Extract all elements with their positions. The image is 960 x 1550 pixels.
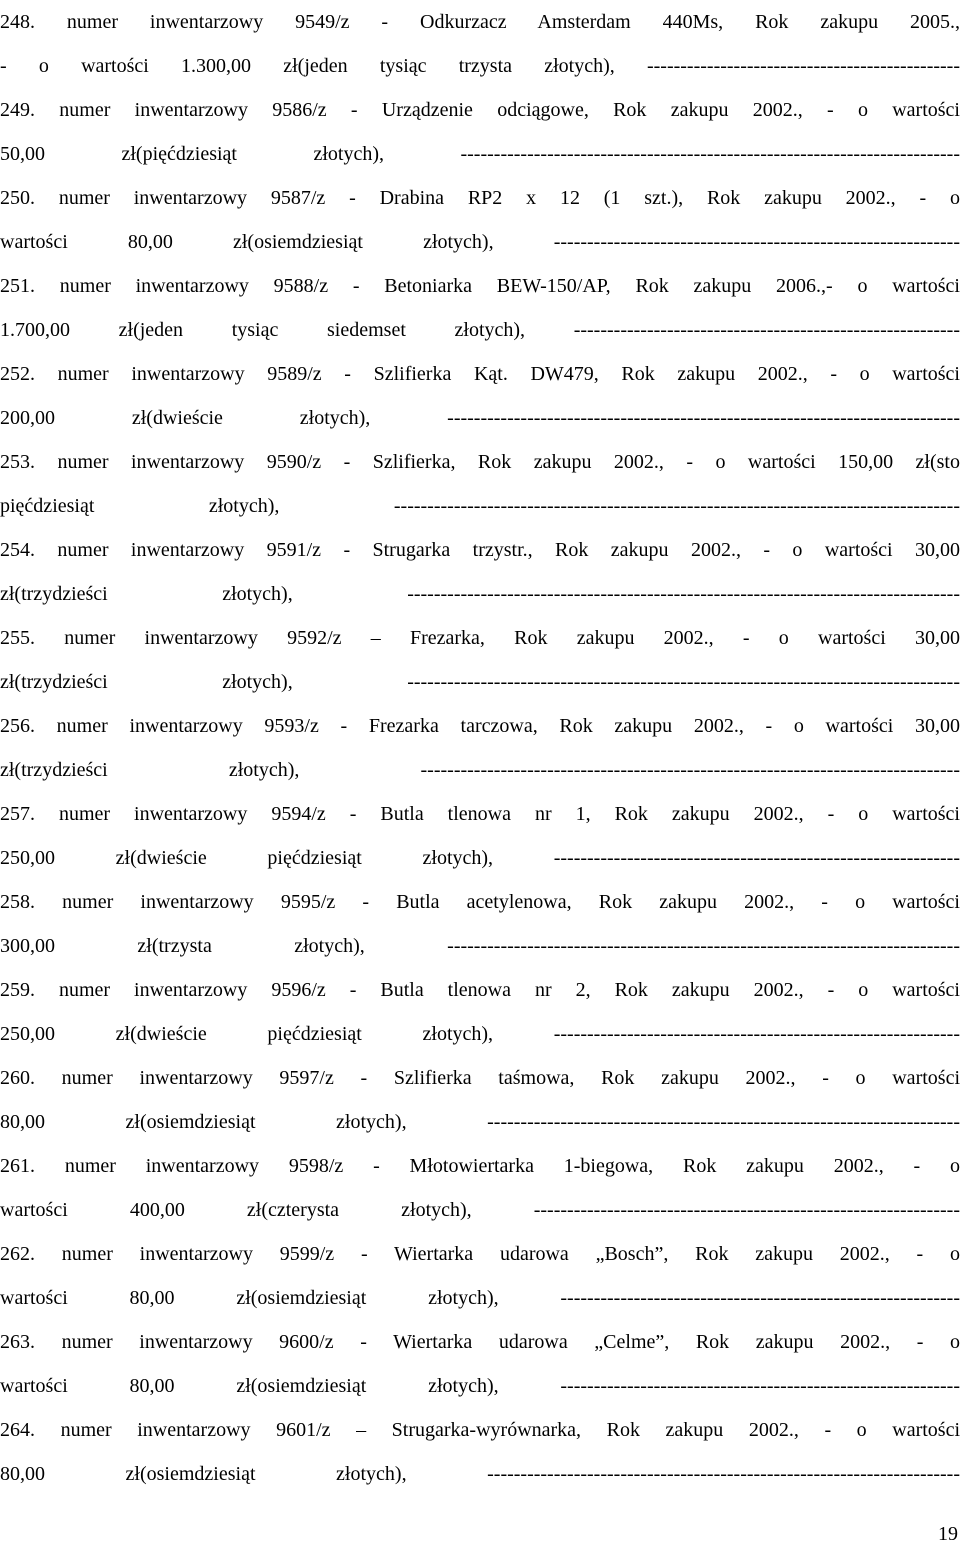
entry-line: 254. numer inwentarzowy 9591/z - Strugarka trzystr., Rok zakupu 2002., - o wartości 30,00: [0, 539, 960, 561]
entry-line: 80,00 zł(osiemdziesiąt złotych), -----------------------------------------------------------------------: [0, 1463, 960, 1485]
entry-line: 256. numer inwentarzowy 9593/z - Frezarka tarczowa, Rok zakupu 2002., - o wartości 30,00: [0, 715, 960, 737]
entry-line: 261. numer inwentarzowy 9598/z - Młotowiertarka 1-biegowa, Rok zakupu 2002., - o: [0, 1155, 960, 1177]
list-item: [0, 1320, 960, 1408]
entry-line: 259. numer inwentarzowy 9596/z - Butla tlenowa nr 2, Rok zakupu 2002., - o wartości: [0, 979, 960, 1001]
entry-line: pięćdziesiąt złotych), -------------------------------------------------------------------------------------: [0, 495, 960, 517]
list-item: [0, 1408, 960, 1496]
page-number: 19: [938, 1523, 958, 1545]
entry-line: zł(trzydzieści złotych), -----------------------------------------------------------------------------------: [0, 583, 960, 605]
entry-line: 248. numer inwentarzowy 9549/z - Odkurzacz Amsterdam 440Ms, Rok zakupu 2005.,: [0, 11, 960, 33]
list-item: [0, 616, 960, 704]
entry-line: - o wartości 1.300,00 zł(jeden tysiąc trzysta złotych), -----------------------------------------------: [0, 55, 960, 77]
entry-line: 255. numer inwentarzowy 9592/z – Frezarka, Rok zakupu 2002., - o wartości 30,00: [0, 627, 960, 649]
entry-line: 250,00 zł(dwieście pięćdziesiąt złotych), -------------------------------------------------------------: [0, 1023, 960, 1045]
entry-line: 250. numer inwentarzowy 9587/z - Drabina RP2 x 12 (1 szt.), Rok zakupu 2002., - o: [0, 187, 960, 209]
entry-line: zł(trzydzieści złotych), -----------------------------------------------------------------------------------: [0, 671, 960, 693]
list-item: [0, 176, 960, 264]
entry-line: 253. numer inwentarzowy 9590/z - Szlifierka, Rok zakupu 2002., - o wartości 150,00 zł(sto: [0, 451, 960, 473]
list-item: [0, 968, 960, 1056]
list-item: [0, 352, 960, 440]
list-item: [0, 792, 960, 880]
list-item: [0, 1144, 960, 1232]
entry-line: wartości 80,00 zł(osiemdziesiąt złotych), ------------------------------------------------------------: [0, 1375, 960, 1397]
entry-line: 249. numer inwentarzowy 9586/z - Urządzenie odciągowe, Rok zakupu 2002., - o wartości: [0, 99, 960, 121]
entry-line: 200,00 zł(dwieście złotych), -----------------------------------------------------------------------------: [0, 407, 960, 429]
entry-line: 264. numer inwentarzowy 9601/z – Strugarka-wyrównarka, Rok zakupu 2002., - o wartości: [0, 1419, 960, 1441]
entry-line: 263. numer inwentarzowy 9600/z - Wiertarka udarowa „Celme”, Rok zakupu 2002., - o: [0, 1331, 960, 1353]
list-item: [0, 528, 960, 616]
list-item: [0, 0, 960, 88]
list-item: [0, 880, 960, 968]
entry-line: 260. numer inwentarzowy 9597/z - Szlifierka taśmowa, Rok zakupu 2002., - o wartości: [0, 1067, 960, 1089]
list-item: [0, 88, 960, 176]
entry-line: 262. numer inwentarzowy 9599/z - Wiertarka udarowa „Bosch”, Rok zakupu 2002., - o: [0, 1243, 960, 1265]
entry-line: 257. numer inwentarzowy 9594/z - Butla tlenowa nr 1, Rok zakupu 2002., - o wartości: [0, 803, 960, 825]
entry-line: wartości 400,00 zł(czterysta złotych), ----------------------------------------------------------------: [0, 1199, 960, 1221]
entry-line: 250,00 zł(dwieście pięćdziesiąt złotych), -------------------------------------------------------------: [0, 847, 960, 869]
entry-line: 1.700,00 zł(jeden tysiąc siedemset złotych), ----------------------------------------------------------: [0, 319, 960, 341]
list-item: [0, 1056, 960, 1144]
entry-line: 50,00 zł(pięćdziesiąt złotych), ---------------------------------------------------------------------------: [0, 143, 960, 165]
entry-line: wartości 80,00 zł(osiemdziesiąt złotych), ------------------------------------------------------------: [0, 1287, 960, 1309]
entry-line: 251. numer inwentarzowy 9588/z - Betoniarka BEW-150/AP, Rok zakupu 2006.,- o wartości: [0, 275, 960, 297]
entry-line: 258. numer inwentarzowy 9595/z - Butla acetylenowa, Rok zakupu 2002., - o wartości: [0, 891, 960, 913]
entry-line: 300,00 zł(trzysta złotych), -----------------------------------------------------------------------------: [0, 935, 960, 957]
entry-line: 252. numer inwentarzowy 9589/z - Szlifierka Kąt. DW479, Rok zakupu 2002., - o wartości: [0, 363, 960, 385]
entry-line: zł(trzydzieści złotych), ---------------------------------------------------------------------------------: [0, 759, 960, 781]
list-item: [0, 704, 960, 792]
entry-line: 80,00 zł(osiemdziesiąt złotych), -----------------------------------------------------------------------: [0, 1111, 960, 1133]
entry-line: wartości 80,00 zł(osiemdziesiąt złotych), -------------------------------------------------------------: [0, 231, 960, 253]
list-item: [0, 264, 960, 352]
list-item: [0, 440, 960, 528]
list-item: [0, 1232, 960, 1320]
